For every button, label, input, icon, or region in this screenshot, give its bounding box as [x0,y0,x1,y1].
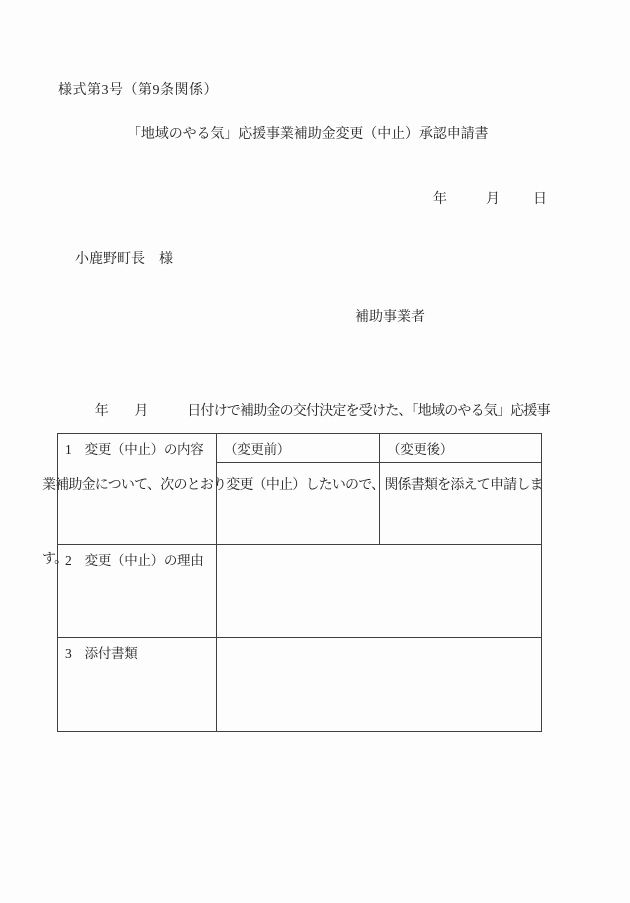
attached-documents-input-area[interactable] [217,638,542,732]
change-reason-input-area[interactable] [217,545,542,638]
after-change-input-area[interactable] [380,463,542,545]
body-line-3: す。 [42,551,68,567]
table-row [58,638,542,732]
row3-label-attached-documents: 3 添付書類 [58,638,217,732]
date-year-label: 年 [433,192,447,207]
table-row [58,434,542,463]
row1-label-change-content: 1 変更（中止）の内容 [58,434,217,545]
body-line-1: 年 月 日付けで補助金の交付決定を受けた、「地域のやる気」応援事 [42,404,550,420]
addressee-line: 小鹿野町長 様 [75,252,173,267]
table-row [58,545,542,638]
date-line [0,188,630,206]
col-header-after-change: （変更後） [380,434,542,463]
row2-label-change-reason: 2 変更（中止）の理由 [58,545,217,638]
document-title: 「地域のやる気」応援事業補助金変更（中止）承認申請書 [127,127,489,142]
applicant-label: 補助事業者 [355,310,425,325]
col-header-before-change: （変更前） [217,434,380,463]
form-table [57,433,542,732]
before-change-input-area[interactable] [217,463,380,545]
date-day-label: 日 [533,192,547,207]
date-month-label: 月 [486,192,500,207]
body-line-2: 業補助金について、次のとおり変更（中止）したいので、関係書類を添えて申請しま [42,477,543,493]
form-number: 様式第3号（第9条関係） [58,83,218,98]
